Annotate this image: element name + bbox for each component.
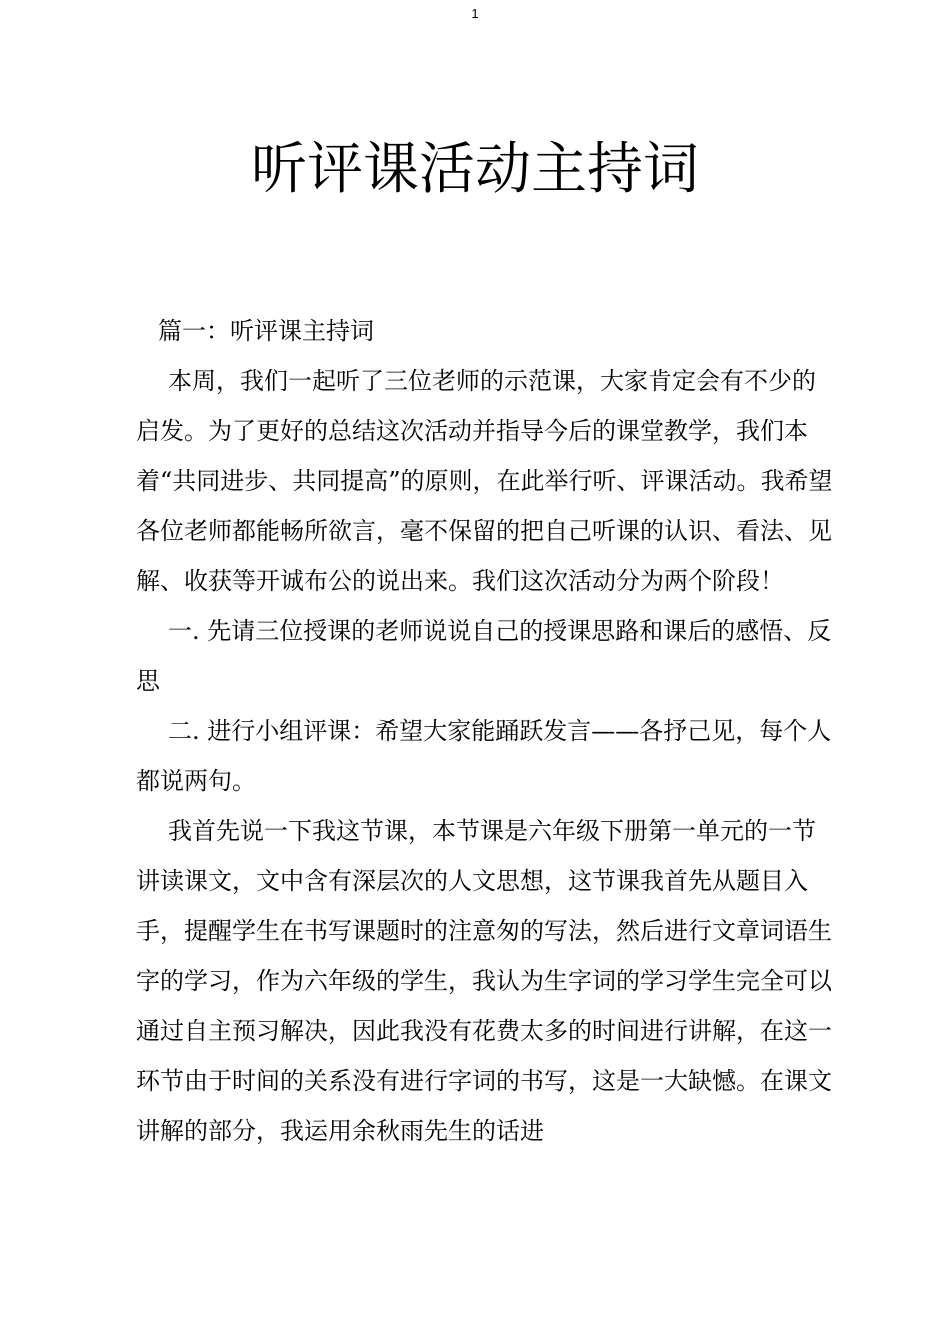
- section-heading: 篇一：听评课主持词: [158, 317, 374, 345]
- paragraph-stage-two: 二. 进行小组评课：希望大家能踊跃发言——各抒己见，每个人都说两句。: [136, 717, 832, 795]
- page-number: 1: [471, 6, 479, 21]
- document-title: 听评课活动主持词: [251, 137, 699, 202]
- document-body: [136, 306, 836, 1156]
- paragraph-stage-one: 一. 先请三位授课的老师说说自己的授课思路和课后的感悟、反思: [136, 617, 832, 695]
- paragraph-intro: 本周，我们一起听了三位老师的示范课，大家肯定会有不少的启发。为了更好的总结这次活动并指导今后的课堂教学，我们本着“共同进步、共同提高”的原则，在此举行听、评课活动。我希望各位老师都能畅所欲言，毫不保留的把自己听课的认识、看法、见解、收获等开诚布公的说出来。我们这次活动分为两个阶段！: [136, 367, 833, 595]
- paragraph-lesson-review: 我首先说一下我这节课，本节课是六年级下册第一单元的一节讲读课文，文中含有深层次的人文思想，这节课我首先从题目入手，提醒学生在书写课题时的注意匆的写法，然后进行文章词语生字的学习，作为六年级的学生，我认为生字词的学习学生完全可以通过自主预习解决，因此我没有花费太多的时间进行讲解，在这一环节由于时间的关系没有进行字词的书写，这是一大缺憾。在课文讲解的部分，我运用余秋雨先生的话进: [136, 817, 832, 1145]
